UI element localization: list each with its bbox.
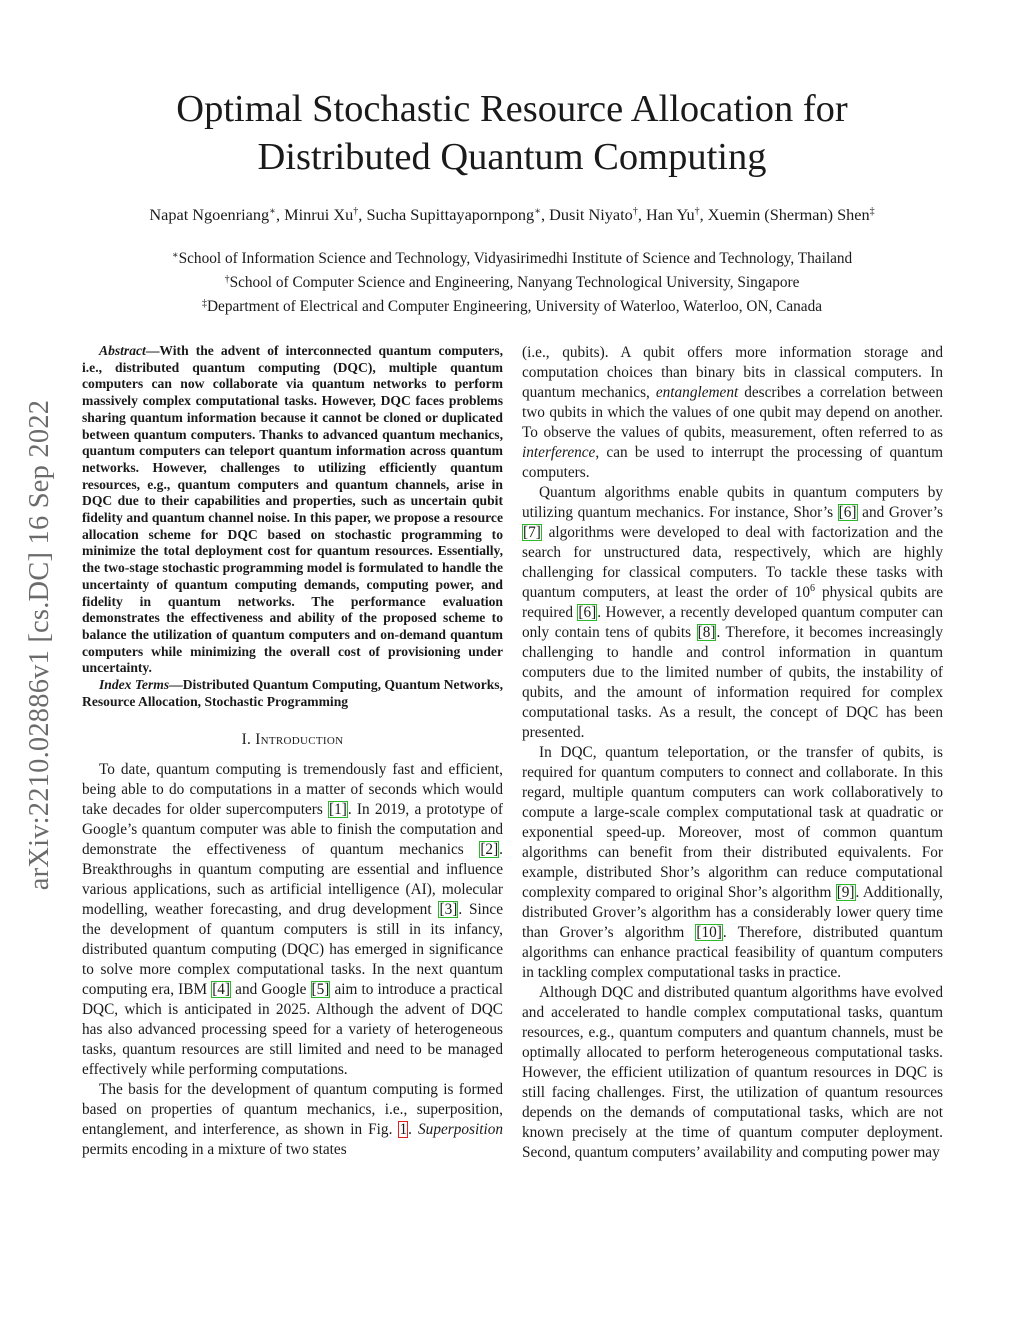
intro-paragraph-4: In DQC, quantum teleportation, or the transfer of qubits, is required for quantum computers to connect and collaborate. In this regard, multiple quantum computers can work collaboratively to compute a large-scale complex computational task at quadratic or exponential speed-up. Moreover, most of common quantum algorithms can benefit from their distributed equivalents. For example, distributed Shor’s algorithm can reduce computational complexity compared to original Shor’s algorithm [9]. Additionally, distributed Grover’s algorithm has a considerably lower query time than Grover’s algorithm [10]. Therefore, distributed quantum algorithms can enhance practical feasibility of quantum computers in tackling complex computational tasks in practice. <box>522 744 943 981</box>
index-terms: Index Terms—Distributed Quantum Computing, Quantum Networks, Resource Allocation, Stochastic Programming <box>82 677 503 709</box>
exponent: 6 <box>810 583 816 594</box>
paper-title <box>100 85 924 181</box>
left-column <box>82 343 503 1160</box>
citation-link[interactable]: [8] <box>697 624 716 641</box>
figure-reference-link[interactable]: 1 <box>399 1121 408 1139</box>
author: Han Yu†, <box>645 205 708 224</box>
citation-link[interactable]: [10] <box>696 924 722 941</box>
title-line-2: Distributed Quantum Computing <box>257 136 767 178</box>
citation-link[interactable]: [6] <box>578 604 597 621</box>
abstract: Abstract—With the advent of interconnected quantum computers, i.e., distributed quantum computing (DQC), multiple quantum computers can now collaborate via quantum networks to perform massively complex computational tasks. However, DQC faces problems sharing quantum information because it cannot be cloned or duplicated between quantum computers. Thanks to advanced quantum mechanics, quantum computers can teleport quantum information across quantum networks. However, challenges to utilizing efficiently quantum resources, e.g., quantum computers and quantum channels, arise in DQC due to their capabilities and properties, such as uncertain qubit fidelity and quantum channel noise. In this paper, we propose a resource allocation scheme for DQC based on stochastic programming to minimize the total deployment cost for quantum resources. Essentially, the two-stage stochastic programming model is formulated to handle the uncertainty of quantum computing demands, computing power, and fidelity in quantum networks. The performance evaluation demonstrates the effectiveness and ability of the proposed scheme to balance the utilization of quantum computers and on-demand quantum computers while minimizing the overall cost of provisioning under uncertainty. <box>82 343 503 676</box>
affiliation: ‡Department of Electrical and Computer Engineering, University of Waterloo, Waterloo, ON, Canada <box>201 298 823 315</box>
affiliation-list <box>60 245 964 317</box>
citation-link[interactable]: [4] <box>212 981 231 999</box>
intro-paragraph-1: To date, quantum computing is tremendously fast and efficient, being able to do computations in a matter of seconds which would take decades for older supercomputers [1]. In 2019, a prototype of Google’s quantum computer was able to finish the computation and demonstrate the effectiveness of quantum mechanics [2]. Breakthroughs in quantum computing are essential and influence various applications, such as artificial intelligence (AI), molecular modelling, weather forecasting, and drug development [3]. Since the development of quantum computers is still in its infancy, distributed quantum computing (DQC) has emerged in significance to solve more complex computational tasks. In the next quantum computing era, IBM [4] and Google [5] aim to introduce a practical DQC, which is anticipated in 2025. Although the advent of DQC has also advanced processing speed for a variety of heterogeneous tasks, quantum resources are still limited and need to be managed effectively while performing computations. <box>82 761 504 1079</box>
author: Minrui Xu†, <box>284 205 367 224</box>
arxiv-side-stamp <box>16 350 64 940</box>
title-line-1: Optimal Stochastic Resource Allocation for <box>176 88 848 130</box>
right-column <box>522 343 943 1163</box>
author: Sucha Supittayapornpong∗, <box>366 205 550 224</box>
citation-link[interactable]: [3] <box>439 901 458 919</box>
author: Dusit Niyato†, <box>549 205 646 224</box>
affiliation: ∗School of Information Science and Technology, Vidyasirimedhi Institute of Science and Technology, Thailand <box>171 250 853 267</box>
arxiv-identifier: arXiv:2210.02886v1 [cs.DC] 16 Sep 2022 <box>24 399 55 891</box>
affiliation: †School of Computer Science and Engineering, Nanyang Technological University, Singapore <box>224 274 800 291</box>
author-list <box>60 202 964 225</box>
citation-link[interactable]: [5] <box>311 981 330 999</box>
intro-paragraph-2: The basis for the development of quantum computing is formed based on properties of quantum mechanics, i.e., superposition, entanglement, and interference, as shown in Fig. 1. Superposition permits encoding in a mixture of two states <box>82 1081 504 1159</box>
citation-link[interactable]: [7] <box>523 524 541 541</box>
intro-paragraph-continued: (i.e., qubits). A qubit offers more information storage and computation choices than binary bits in classical computers. In quantum mechanics, entanglement describes a correlation between two qubits in which the values of one qubit may depend on another. To observe the values of qubits, measurement, often referred to as interference, can be used to interrupt the processing of quantum computers. <box>522 344 943 481</box>
intro-paragraph-3: Quantum algorithms enable qubits in quantum computers by utilizing quantum mechanics. For instance, Shor’s [6] and Grover’s [7] algorithms were developed to deal with factorization and the search for unstructured data, respectively, which are highly challenging for classical computers. To tackle these tasks with quantum computers, at least the order of $10^6$ physical qubits are required [6]. However, a recently developed quantum computer can only contain tens of qubits [8]. Therefore, it becomes increasingly challenging to handle and control information in quantum computers due to the limited number of qubits, the instability of qubits, and the amount of information required for complex computational tasks. As a result, the concept of DQC has been presented. <box>522 484 944 741</box>
intro-paragraph-5: Although DQC and distributed quantum algorithms have evolved and accelerated to handle complex computational tasks, quantum resources, e.g., quantum computers and quantum channels, must be optimally allocated to perform heterogeneous computational tasks. However, the efficient utilization of quantum resources in DQC is still facing challenges. First, the utilization of quantum resources depends on the demands of computational tasks, which are not known precisely at the time of quantum computer deployment. Second, quantum computers’ availability and computing power may <box>522 984 943 1161</box>
citation-link[interactable]: [9] <box>836 884 855 901</box>
section-heading-introduction: I. Introduction <box>241 731 344 749</box>
citation-link[interactable]: [1] <box>329 801 347 819</box>
author: Napat Ngoenriang∗, <box>149 205 285 224</box>
author: Xuemin (Sherman) Shen‡ <box>707 205 875 224</box>
citation-link[interactable]: [6] <box>838 504 857 521</box>
citation-link[interactable]: [2] <box>480 841 499 859</box>
